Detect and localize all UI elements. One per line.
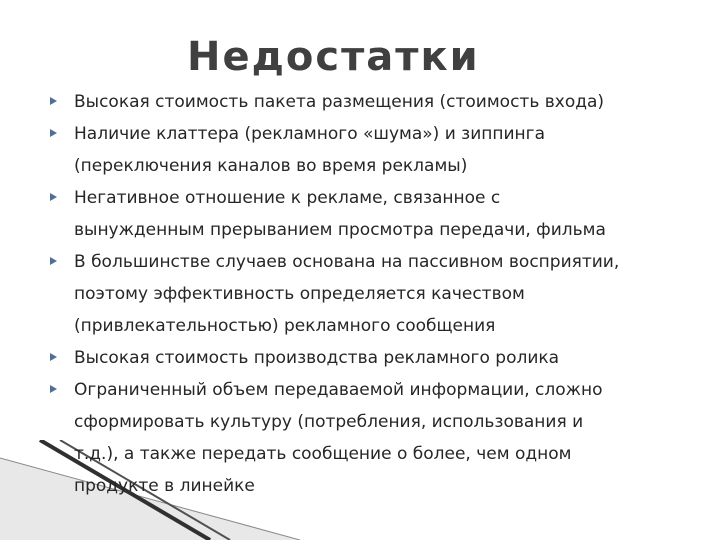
- bullet-line: сформировать культуру (потребления, использования и: [74, 412, 584, 432]
- bullet-line: В большинстве случаев основана на пассивном восприятии,: [74, 252, 620, 272]
- triangle-bullet-icon: [50, 97, 57, 105]
- bullet-line: Наличие клаттера (рекламного «шума») и зиппинга: [74, 124, 545, 144]
- triangle-bullet-icon: [50, 129, 57, 137]
- slide-title: Недостатки: [187, 34, 480, 80]
- bullet-line: продукте в линейке: [74, 476, 255, 496]
- triangle-bullet-icon: [50, 353, 57, 361]
- bullet-item: [50, 246, 680, 342]
- bullet-line: вынужденным прерыванием просмотра передачи, фильма: [74, 220, 606, 240]
- triangle-bullet-icon: [50, 385, 57, 393]
- triangle-bullet-icon: [50, 257, 57, 265]
- bullet-line: Ограниченный объем передаваемой информации, сложно: [74, 380, 603, 400]
- bullet-line: (переключения каналов во время рекламы): [74, 156, 468, 176]
- bullet-item: [50, 374, 680, 502]
- bullet-item: [50, 86, 680, 118]
- bullet-item: [50, 118, 680, 182]
- bullet-line: Высокая стоимость пакета размещения (стоимость входа): [74, 92, 605, 112]
- bullet-line: поэтому эффективность определяется качеством: [74, 284, 525, 304]
- bullet-line: (привлекательностью) рекламного сообщения: [74, 316, 496, 336]
- bullet-line: т.д.), а также передать сообщение о более, чем одном: [74, 444, 572, 464]
- triangle-bullet-icon: [50, 193, 57, 201]
- bullet-list: [50, 86, 680, 502]
- bullet-line: Высокая стоимость производства рекламного ролика: [74, 348, 560, 368]
- bullet-item: [50, 342, 680, 374]
- bullet-item: [50, 182, 680, 246]
- bullet-line: Негативное отношение к рекламе, связанное с: [74, 188, 501, 208]
